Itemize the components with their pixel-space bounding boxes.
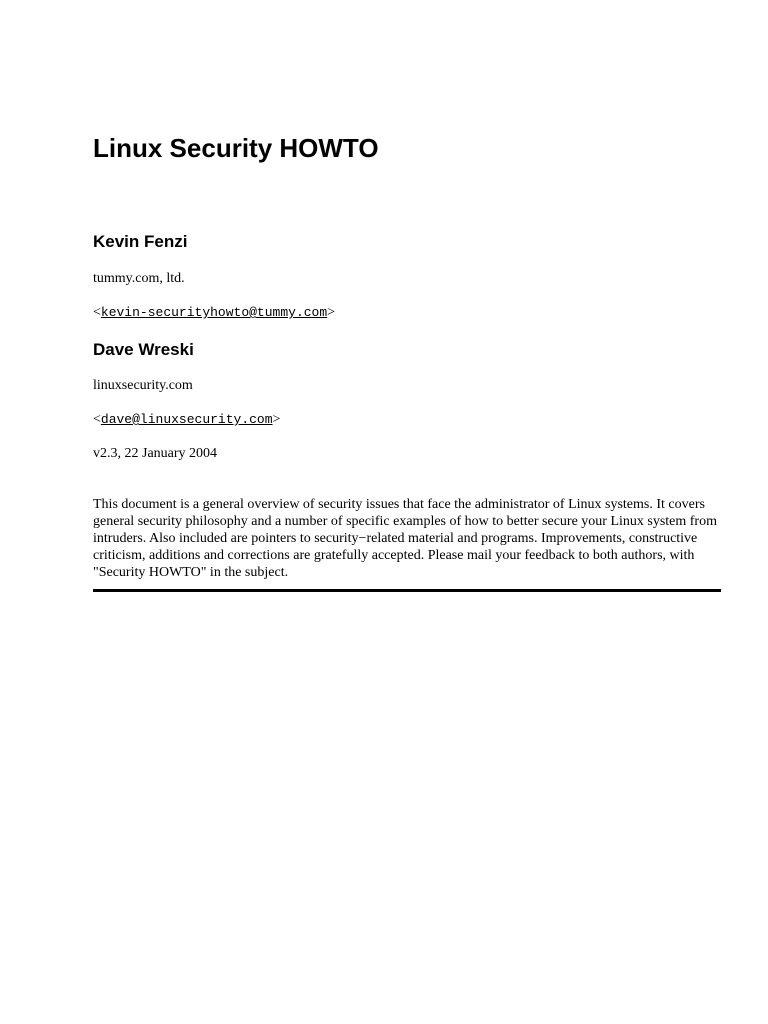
author-name-kevin-fenzi: Kevin Fenzi: [93, 232, 188, 251]
author-name-dave-wreski: Dave Wreski: [93, 340, 194, 359]
author-email-line-dave-wreski: [93, 411, 280, 429]
email-open-bracket: <: [93, 412, 101, 427]
horizontal-rule: [93, 589, 721, 592]
email-link-kevin-fenzi[interactable]: kevin-securityhowto@tummy.com: [100, 305, 328, 320]
document-version: v2.3, 22 January 2004: [93, 446, 218, 461]
author-affiliation-dave-wreski: linuxsecurity.com: [93, 378, 193, 393]
author-affiliation-kevin-fenzi: tummy.com, ltd.: [93, 271, 185, 286]
author-email-line-kevin-fenzi: [93, 304, 335, 322]
email-open-bracket: <: [93, 305, 101, 320]
email-close-bracket: >: [272, 412, 281, 427]
email-close-bracket: >: [327, 305, 336, 320]
document-abstract: This document is a general overview of security issues that face the administrator of Linux systems. It covers general security philosophy and a number of specific examples of how to better secure your Linux system from intruders. Also included are pointers to security−related material and programs. Improvements, constructive criticism, additions and corrections are gratefully accepted. Please mail your feedback to both authors, with "Security HOWTO" in the subject.: [93, 497, 717, 580]
email-link-dave-wreski[interactable]: dave@linuxsecurity.com: [100, 412, 273, 427]
document-title: Linux Security HOWTO: [93, 133, 379, 163]
